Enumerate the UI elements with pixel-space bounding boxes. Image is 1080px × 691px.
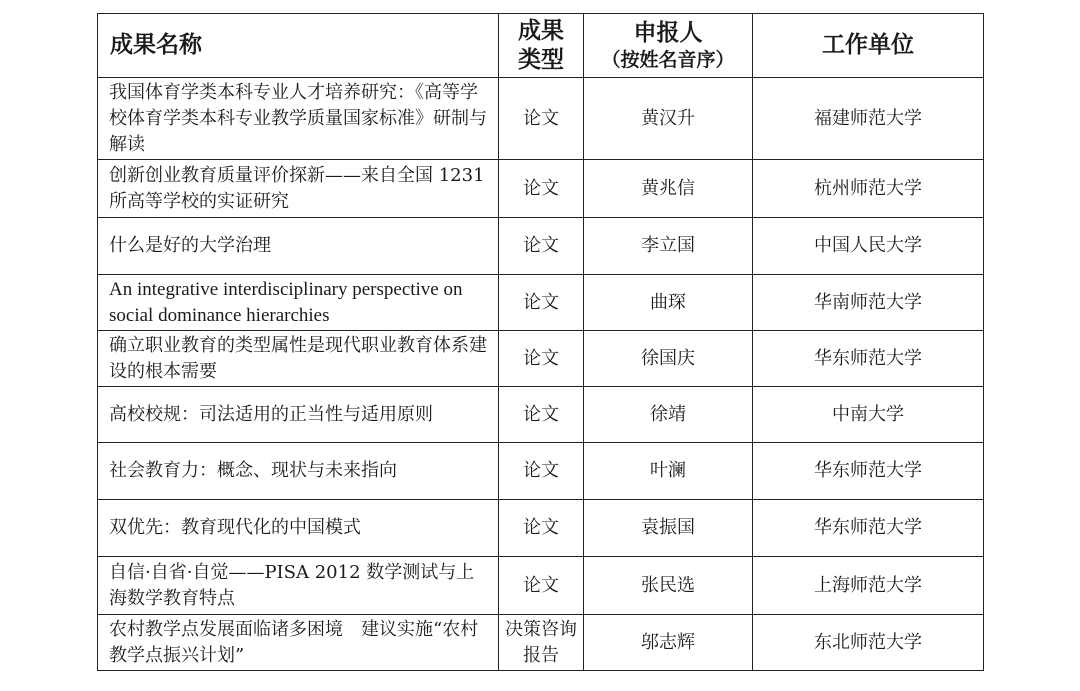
table-row [98, 160, 984, 218]
cell-applicant: 徐靖 [584, 387, 753, 443]
cell-type: 论文 [499, 331, 584, 387]
cell-type: 论文 [499, 275, 584, 331]
table-row [98, 275, 984, 331]
cell-type: 论文 [499, 218, 584, 275]
table-header-row [98, 14, 984, 78]
achievements-table [97, 13, 984, 671]
cell-type: 论文 [499, 160, 584, 218]
cell-unit: 中南大学 [753, 387, 984, 443]
cell-type: 论文 [499, 557, 584, 615]
header-applicant-label: 申报人 [633, 20, 703, 46]
header-applicant [584, 14, 753, 78]
cell-applicant: 张民选 [584, 557, 753, 615]
cell-unit: 华南师范大学 [753, 275, 984, 331]
header-name: 成果名称 [98, 14, 499, 78]
header-type [499, 14, 584, 78]
cell-applicant: 邬志辉 [584, 615, 753, 671]
header-type-line1: 成果 [518, 17, 564, 44]
cell-applicant: 袁振国 [584, 500, 753, 557]
cell-applicant: 徐国庆 [584, 331, 753, 387]
header-unit: 工作单位 [753, 14, 984, 78]
cell-name: 自信·自省·自觉——PISA 2012 数学测试与上海数学教育特点 [98, 557, 499, 615]
cell-applicant: 叶澜 [584, 443, 753, 500]
cell-unit: 福建师范大学 [753, 78, 984, 160]
cell-unit: 华东师范大学 [753, 443, 984, 500]
cell-name-text: An integrative interdisciplinary perspective on social dominance hierarchies [109, 278, 463, 326]
cell-applicant: 黄汉升 [584, 78, 753, 160]
cell-applicant: 黄兆信 [584, 160, 753, 218]
table-row [98, 78, 984, 160]
table-row [98, 500, 984, 557]
cell-name: 我国体育学类本科专业人才培养研究：《高等学校体育学类本科专业教学质量国家标准》研制与解读 [98, 78, 499, 160]
cell-type: 论文 [499, 78, 584, 160]
cell-applicant: 曲琛 [584, 275, 753, 331]
cell-name: 双优先：教育现代化的中国模式 [98, 500, 499, 557]
cell-name: 农村教学点发展面临诸多困境 建议实施“农村教学点振兴计划” [98, 615, 499, 671]
table-row [98, 615, 984, 671]
header-applicant-note: （按姓名音序） [601, 49, 735, 71]
cell-type: 论文 [499, 500, 584, 557]
cell-name: 社会教育力：概念、现状与未来指向 [98, 443, 499, 500]
cell-unit: 华东师范大学 [753, 331, 984, 387]
table-row [98, 443, 984, 500]
cell-name: 创新创业教育质量评价探新——来自全国 1231 所高等学校的实证研究 [98, 160, 499, 218]
cell-unit: 华东师范大学 [753, 500, 984, 557]
cell-type: 论文 [499, 387, 584, 443]
cell-name [98, 275, 499, 331]
cell-unit: 东北师范大学 [753, 615, 984, 671]
cell-unit: 上海师范大学 [753, 557, 984, 615]
table-row [98, 331, 984, 387]
cell-unit: 杭州师范大学 [753, 160, 984, 218]
table-row [98, 218, 984, 275]
cell-type: 决策咨询报告 [499, 615, 584, 671]
table-row [98, 557, 984, 615]
cell-applicant: 李立国 [584, 218, 753, 275]
cell-type: 论文 [499, 443, 584, 500]
cell-name: 什么是好的大学治理 [98, 218, 499, 275]
table-row [98, 387, 984, 443]
cell-name: 确立职业教育的类型属性是现代职业教育体系建设的根本需要 [98, 331, 499, 387]
cell-name: 高校校规：司法适用的正当性与适用原则 [98, 387, 499, 443]
header-type-line2: 类型 [518, 46, 564, 73]
cell-unit: 中国人民大学 [753, 218, 984, 275]
